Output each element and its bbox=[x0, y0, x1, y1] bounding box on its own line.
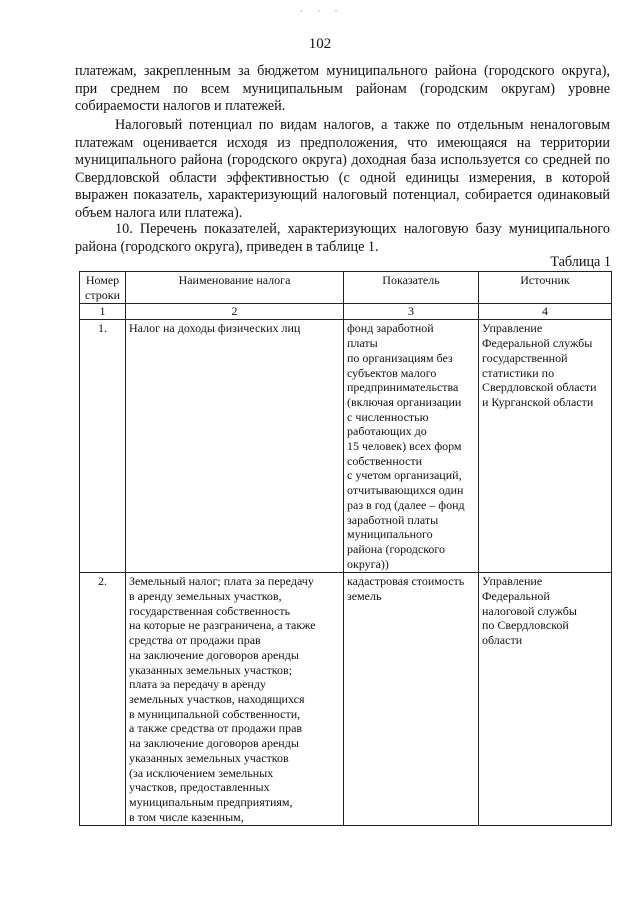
column-number: 4 bbox=[479, 304, 612, 320]
indicator: фонд заработной платы по организациям без субъектов малого предпринимательства (включая организации с численностью работающих до 15 человек) всех форм собственности с учетом организаций, отчитывающихся один раз в год (далее – фонд заработной платы муниципального района (городского округа)) bbox=[344, 320, 479, 573]
column-number: 3 bbox=[344, 304, 479, 320]
column-number-row bbox=[80, 304, 612, 320]
scan-specks: · · · bbox=[300, 6, 344, 16]
column-number: 2 bbox=[126, 304, 344, 320]
column-number: 1 bbox=[80, 304, 126, 320]
indicator: кадастровая стоимость земель bbox=[344, 573, 479, 826]
row-number: 1. bbox=[80, 320, 126, 573]
source: Управление Федеральной налоговой службы по Свердловской области bbox=[479, 573, 612, 826]
header-source: Источник bbox=[479, 272, 612, 304]
table-row bbox=[80, 320, 612, 573]
header-tax-name: Наименование налога bbox=[126, 272, 344, 304]
table-label: Таблица 1 bbox=[550, 254, 611, 270]
row-number: 2. bbox=[80, 573, 126, 826]
tax-base-table bbox=[79, 271, 612, 826]
tax-name: Налог на доходы физических лиц bbox=[126, 320, 344, 573]
tax-name: Земельный налог; плата за передачу в аренду земельных участков, государственная собственность на которые не разграничена, а также средства от продажи прав на заключение договоров аренды указанных земельных участков; плата за передачу в аренду земельных участков, находящихся в муниципальной собственности, а также средства от продажи прав на заключение договоров аренды указанных земельных участков (за исключением земельных участков, предоставленных муниципальным предприятиям, в том числе казенным, bbox=[126, 573, 344, 826]
paragraph-2: Налоговый потенциал по видам налогов, а также по отдельным неналоговым платежам оценивается исходя из предположения, что имеющаяся на территории муниципального района (городского округа) доходная база используется со средней по Свердловской области эффективностью (с одной единицы измерения, в которой выражен показатель, характеризующий налоговый потенциал, собирается одинаковый объем налога или платежа). bbox=[75, 117, 610, 221]
source: Управление Федеральной службы государственной статистики по Свердловской области и Курганской области bbox=[479, 320, 612, 573]
header-indicator: Показатель bbox=[344, 272, 479, 304]
table-header-row bbox=[80, 272, 612, 304]
table-row bbox=[80, 573, 612, 826]
header-row-number: Номер строки bbox=[80, 272, 126, 304]
paragraph-3: 10. Перечень показателей, характеризующих налоговую базу муниципального района (городского округа), приведен в таблице 1. bbox=[75, 221, 610, 255]
paragraph-1: платежам, закрепленным за бюджетом муниципального района (городского округа), при среднем по всем муниципальным районам (городским округам) уровне собираемости налогов и платежей. bbox=[75, 63, 610, 115]
page-number: 102 bbox=[308, 36, 332, 52]
